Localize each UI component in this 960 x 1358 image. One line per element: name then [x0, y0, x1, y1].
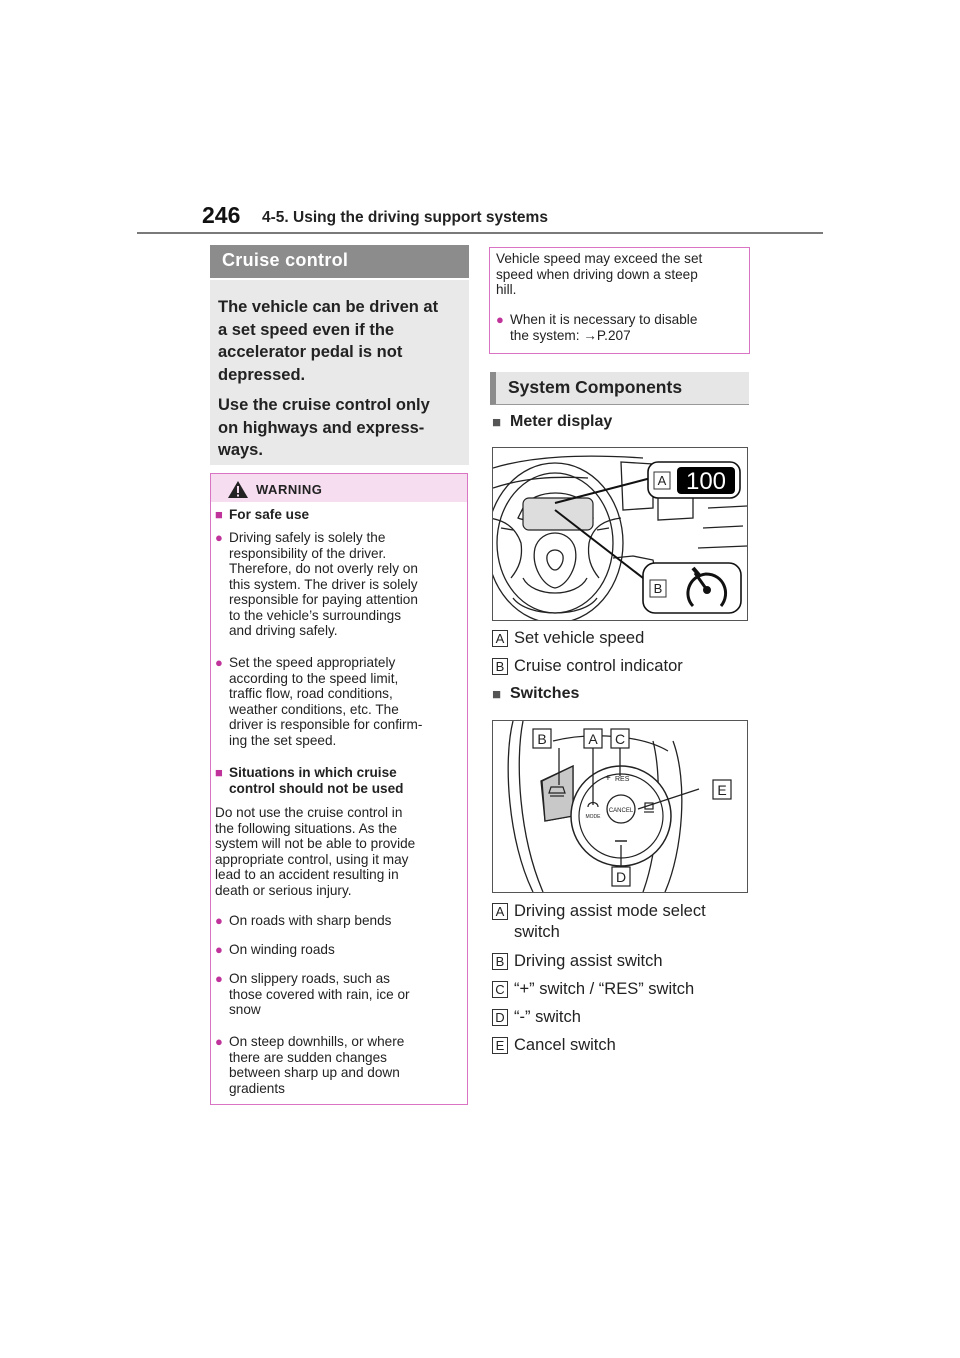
intro-paragraph-2: Use the cruise control only on highways and express- ways. — [218, 396, 430, 459]
legend-set-vehicle-speed: Set vehicle speed — [514, 629, 645, 647]
intro-paragraph-1: The vehicle can be driven at a set speed even if the accelerator pedal is not depressed. — [218, 298, 439, 384]
legend-minus-switch: “-” switch — [514, 1008, 581, 1026]
switches-figure — [492, 720, 748, 893]
warning-triangle-icon — [227, 480, 249, 499]
safe-use-heading: For safe use — [229, 507, 310, 522]
note-disable: When it is necessary to disable the system: →P.207 — [510, 312, 698, 343]
header-divider — [137, 232, 823, 234]
callout-label-c: C — [614, 731, 626, 747]
callout-label-d: D — [615, 869, 627, 885]
legend-key-b: B — [492, 658, 508, 675]
bullet-icon: ● — [215, 1034, 223, 1049]
bullet-icon: ● — [215, 655, 223, 670]
switches-heading: Switches — [510, 685, 580, 702]
switches-illustration — [493, 721, 747, 892]
bullet-icon: ● — [496, 312, 504, 327]
situations-heading: Situations in which cruise control should not be used — [229, 765, 404, 796]
callout-label-e: E — [717, 782, 727, 798]
situation-item: On steep downhills, or where there are sudden changes between sharp up and down gradients — [229, 1034, 405, 1096]
bullet-icon: ● — [215, 942, 223, 957]
legend-key-d: D — [492, 1009, 508, 1026]
legend-key-a: A — [492, 903, 508, 920]
legend-key-c: C — [492, 981, 508, 998]
set-speed-readout: 100 — [685, 468, 727, 495]
square-bullet-icon: ■ — [215, 507, 223, 522]
cruise-control-heading — [210, 245, 469, 278]
situation-item: On slippery roads, such as those covered with rain, ice or snow — [229, 971, 410, 1017]
meter-display-heading: Meter display — [510, 413, 613, 430]
system-components-title: System Components — [508, 377, 683, 397]
page-number: 246 — [202, 202, 241, 228]
square-bullet-icon: ■ — [215, 765, 223, 780]
legend-cancel-switch: Cancel switch — [514, 1036, 616, 1054]
legend-driving-assist-mode-select-switch: Driving assist mode select switch — [514, 902, 706, 941]
warning-header — [211, 474, 467, 502]
meter-display-figure — [492, 447, 748, 621]
legend-key-a: A — [492, 630, 508, 647]
legend-cruise-control-indicator: Cruise control indicator — [514, 657, 683, 675]
situations-text: Do not use the cruise control in the following situations. As the system will not be able to provide appropriate control, using it may lead to an accident resulting in death or serious injury. — [215, 805, 416, 898]
system-components-heading — [490, 372, 749, 405]
section-title: 4-5. Using the driving support systems — [262, 209, 548, 226]
bullet-icon: ● — [215, 913, 223, 928]
square-bullet-icon: ■ — [492, 414, 502, 431]
callout-label-a: A — [588, 731, 598, 747]
callout-label-a: A — [657, 473, 667, 488]
cancel-switch-label: CANCEL — [608, 808, 634, 814]
note-text: Vehicle speed may exceed the set speed when driving down a steep hill. — [496, 251, 703, 297]
safe-use-item-1: Driving safely is solely the responsibility of the driver. Therefore, do not overly rely on this system. The driver is solely responsible for paying attention to the vehicle’s surroundings and driving safely. — [229, 530, 418, 638]
bullet-icon: ● — [215, 530, 223, 545]
legend-plus-res-switch: “+” switch / “RES” switch — [514, 980, 695, 998]
legend-key-e: E — [492, 1037, 508, 1054]
bullet-icon: ● — [215, 971, 223, 986]
cruise-control-title: Cruise control — [222, 250, 349, 270]
res-label: RES — [615, 776, 630, 783]
intro-box — [210, 280, 469, 465]
safe-use-item-2: Set the speed appropriately according to the speed limit, traffic flow, road conditions, weather conditions, etc. The driver is responsible for confirm- ing the set speed. — [229, 655, 423, 748]
meter-illustration — [493, 448, 747, 620]
legend-key-b: B — [492, 953, 508, 970]
situation-item: On winding roads — [229, 942, 335, 957]
mode-label: MODE — [585, 814, 601, 820]
plus-sign: + — [605, 773, 611, 784]
legend-driving-assist-switch: Driving assist switch — [514, 952, 663, 970]
callout-label-b: B — [537, 731, 547, 747]
callout-label-b: B — [653, 581, 663, 596]
situation-item: On roads with sharp bends — [229, 913, 392, 928]
square-bullet-icon: ■ — [492, 686, 502, 703]
warning-label: WARNING — [256, 482, 323, 497]
